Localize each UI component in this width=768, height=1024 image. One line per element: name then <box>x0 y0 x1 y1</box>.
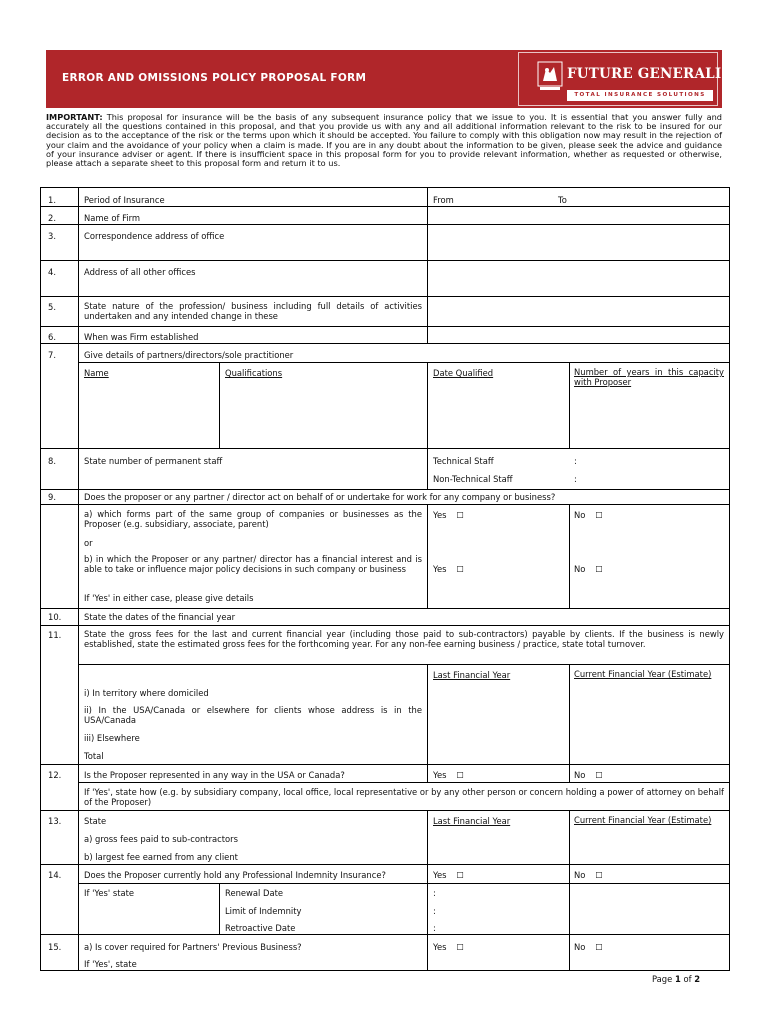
q12-no <box>574 770 603 780</box>
q4-label: Address of all other offices <box>84 267 196 277</box>
q14-retro-colon: : <box>433 923 436 933</box>
total-pages: 2 <box>694 974 701 984</box>
q8-number: 8. <box>48 456 56 466</box>
q13-label: State <box>84 816 107 826</box>
q9a-no <box>574 510 603 520</box>
q14-no-checkbox[interactable]: ☐ <box>595 870 603 880</box>
q15-yes <box>433 942 464 952</box>
q14-limit-colon: : <box>433 906 436 916</box>
proposal-form-table <box>40 187 730 971</box>
q12-yes-label: Yes <box>433 770 447 780</box>
q7-col-date-qualified: Date Qualified <box>433 368 494 378</box>
q13-item-a: a) gross fees paid to sub-contractors <box>84 834 238 844</box>
q9b-no <box>574 564 603 574</box>
q13-current-year: Current Financial Year (Estimate) <box>574 815 712 825</box>
q12-if-yes: If 'Yes', state how (e.g. by subsidiary company, local office, local representative or by any other person or concern holding a power of attorney on behalf of the Proposer) <box>84 787 724 807</box>
q14-yes-label: Yes <box>433 870 447 880</box>
q11-item-iii: iii) Elsewhere <box>84 733 140 743</box>
q14-no <box>574 870 603 880</box>
q9a-no-label: No <box>574 510 586 520</box>
q5-number: 5. <box>48 302 56 312</box>
current-page: 1 <box>674 974 681 984</box>
q15-number: 15. <box>48 942 62 952</box>
q8-technical-colon: : <box>574 456 577 466</box>
q7-col-qualifications: Qualifications <box>225 368 283 378</box>
q14-limit-of-indemnity: Limit of Indemnity <box>225 906 302 916</box>
q7-number: 7. <box>48 350 56 360</box>
page-of: of <box>683 974 692 984</box>
q7-col-years: Number of years in this capacity with Proposer <box>574 367 724 387</box>
q15-label: a) Is cover required for Partners' Previous Business? <box>84 942 302 952</box>
q9a-yes-label: Yes <box>433 510 447 520</box>
page-label: Page <box>652 974 673 984</box>
q11-last-year: Last Financial Year <box>433 670 511 680</box>
q14-label: Does the Proposer currently hold any Professional Indemnity Insurance? <box>84 870 386 880</box>
q14-retroactive-date: Retroactive Date <box>225 923 296 933</box>
important-label: IMPORTANT: <box>46 112 103 122</box>
important-notice <box>46 113 722 168</box>
q14-yes-checkbox[interactable]: ☐ <box>456 870 465 880</box>
q10-number: 10. <box>48 612 62 622</box>
logo-tagline: TOTAL INSURANCE SOLUTIONS <box>567 90 713 101</box>
q2-label: Name of Firm <box>84 213 141 223</box>
q8-non-technical-staff: Non-Technical Staff <box>433 474 513 484</box>
q13-last-year: Last Financial Year <box>433 816 511 826</box>
q14-renewal-colon: : <box>433 888 436 898</box>
q11-item-i: i) In territory where domiciled <box>84 688 209 698</box>
q3-label: Correspondence address of office <box>84 231 225 241</box>
q11-current-year: Current Financial Year (Estimate) <box>574 669 712 679</box>
company-logo <box>518 52 722 106</box>
q15-no <box>574 942 603 952</box>
q9b-yes-checkbox[interactable]: ☐ <box>456 564 465 574</box>
q3-number: 3. <box>48 231 56 241</box>
q9-if-yes: If 'Yes' in either case, please give details <box>84 593 254 603</box>
q14-yes <box>433 870 464 880</box>
q14-if-yes: If 'Yes' state <box>84 888 135 898</box>
q6-label: When was Firm established <box>84 332 199 342</box>
q9b-yes-label: Yes <box>433 564 447 574</box>
q12-no-label: No <box>574 770 586 780</box>
q12-yes-checkbox[interactable]: ☐ <box>456 770 465 780</box>
q11-item-ii: ii) In the USA/Canada or elsewhere for clients whose address is in the USA/Canada <box>84 705 422 725</box>
q6-number: 6. <box>48 332 56 342</box>
q9a-yes-checkbox[interactable]: ☐ <box>456 510 465 520</box>
form-header-banner <box>46 50 722 108</box>
q9-label: Does the proposer or any partner / director act on behalf of or undertake for work for any company or business? <box>84 492 556 502</box>
q9-or: or <box>84 538 93 548</box>
q7-label: Give details of partners/directors/sole practitioner <box>84 350 294 360</box>
q1-number: 1. <box>48 195 56 205</box>
q8-label: State number of permanent staff <box>84 456 223 466</box>
q4-number: 4. <box>48 267 56 277</box>
q10-label: State the dates of the financial year <box>84 612 236 622</box>
lion-emblem-icon <box>537 61 563 91</box>
q8-technical-staff: Technical Staff <box>433 456 494 466</box>
q14-renewal-date: Renewal Date <box>225 888 284 898</box>
q11-label: State the gross fees for the last and current financial year (including those paid to sub-contractors) payable by clients. If the business is newly established, state the estimated gross fees for the forthcoming year. For any non-fee earning business / practice, state total turnover. <box>84 629 724 649</box>
q11-number: 11. <box>48 630 62 640</box>
q8-non-technical-colon: : <box>574 474 577 484</box>
q9b-yes <box>433 564 464 574</box>
q7-col-name: Name <box>84 368 109 378</box>
page-number <box>652 974 700 984</box>
q14-number: 14. <box>48 870 62 880</box>
logo-wordmark: FUTURE GENERALI <box>567 66 722 82</box>
q12-no-checkbox[interactable]: ☐ <box>595 770 603 780</box>
q9-option-a: a) which forms part of the same group of companies or businesses as the Proposer (e.g. subsidiary, associate, parent) <box>84 509 422 529</box>
q1-to-label: To <box>558 195 567 205</box>
form-title: ERROR AND OMISSIONS POLICY PROPOSAL FORM <box>62 72 367 84</box>
q9a-no-checkbox[interactable]: ☐ <box>595 510 603 520</box>
important-text: This proposal for insurance will be the basis of any subsequent insurance policy that we issue to you. It is essential that you answer fully and accurately all the questions contained in this proposal, and that you provide us with any and all additional information relevant to the risk to be insured for our decision as to the acceptance of the risk or the terms upon which it should be accepted. You failure to comply with this obligation now may result in the rejection of your claim and the avoidance of your policy when a claim is made. If you are in any doubt about the information to be given, please seek the advice and guidance of your insurance adviser or agent. If there is insufficient space in this proposal form for you to provide relevant information, whether as requested or otherwise, please attach a separate sheet to this proposal form and return it to us. <box>46 112 722 169</box>
q9b-no-checkbox[interactable]: ☐ <box>595 564 603 574</box>
q15-yes-checkbox[interactable]: ☐ <box>456 942 465 952</box>
q14-no-label: No <box>574 870 586 880</box>
q12-label: Is the Proposer represented in any way in the USA or Canada? <box>84 770 345 780</box>
q15-no-label: No <box>574 942 586 952</box>
q1-from-label: From <box>433 195 454 205</box>
q15-if-yes: If 'Yes', state <box>84 959 137 969</box>
q2-number: 2. <box>48 213 56 223</box>
q13-number: 13. <box>48 816 62 826</box>
q15-no-checkbox[interactable]: ☐ <box>595 942 603 952</box>
q9-option-b: b) in which the Proposer or any partner/ director has a financial interest and is able to take or influence major policy decisions in such company or business <box>84 554 422 574</box>
q12-number: 12. <box>48 770 62 780</box>
q9a-yes <box>433 510 464 520</box>
q9b-no-label: No <box>574 564 586 574</box>
q5-label: State nature of the profession/ business including full details of activities undertaken and any intended change in these <box>84 301 422 321</box>
q1-label: Period of Insurance <box>84 195 165 205</box>
q15-yes-label: Yes <box>433 942 447 952</box>
q13-item-b: b) largest fee earned from any client <box>84 852 238 862</box>
q12-yes <box>433 770 464 780</box>
q11-total: Total <box>84 751 104 761</box>
q9-number: 9. <box>48 492 56 502</box>
